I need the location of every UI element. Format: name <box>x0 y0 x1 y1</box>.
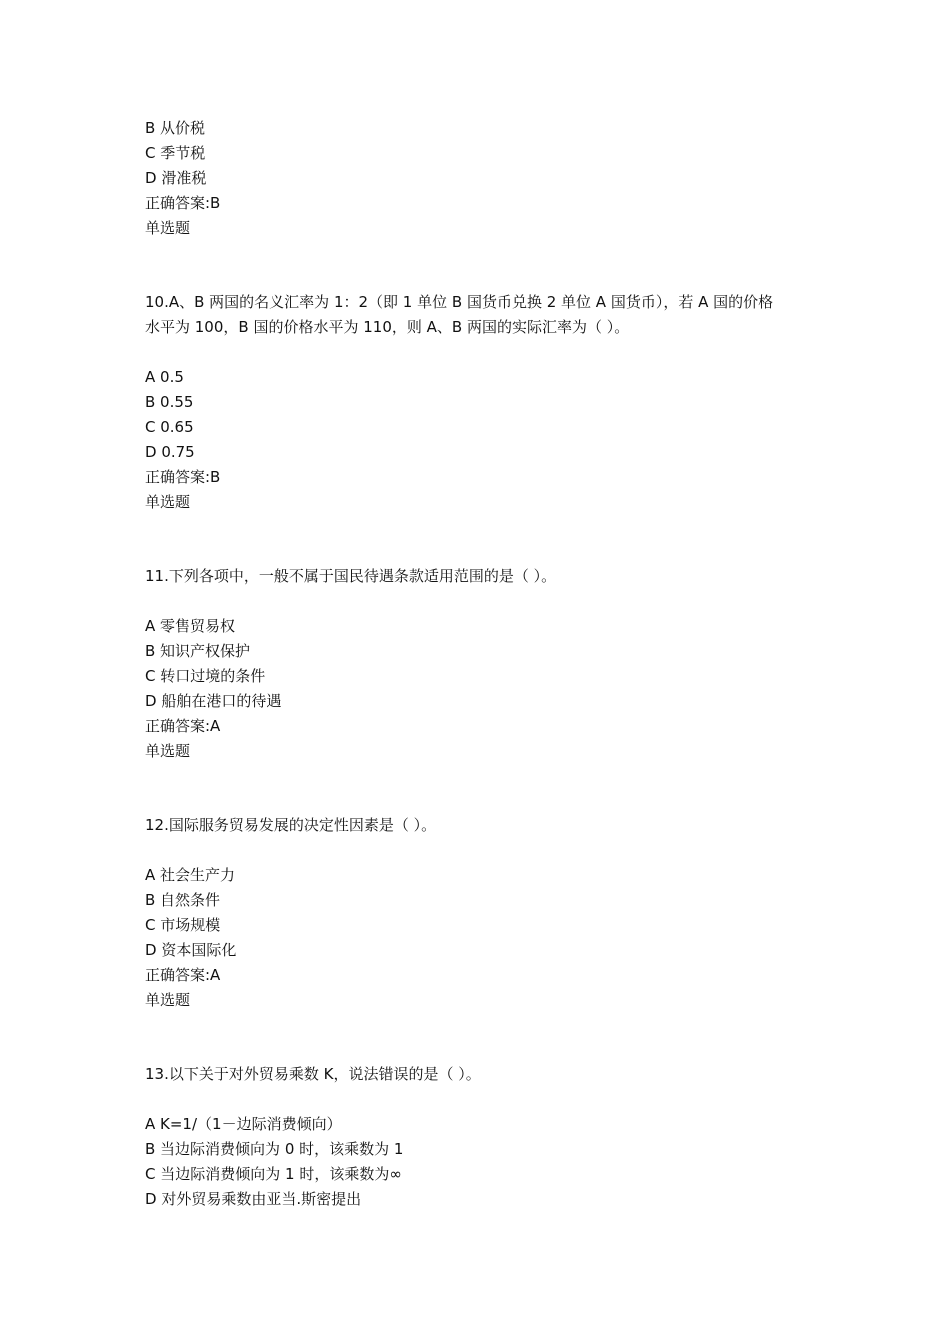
q10-type: 单选题 <box>145 493 191 511</box>
q9-option-c: C 季节税 <box>145 144 206 162</box>
q13-option-a: A K=1/（1－边际消费倾向） <box>145 1115 342 1133</box>
q9-answer: 正确答案:B <box>145 194 221 212</box>
q11-option-a: A 零售贸易权 <box>145 617 236 635</box>
q9-type: 单选题 <box>145 219 191 237</box>
q10-question-line2: 水平为 100，B 国的价格水平为 110，则 A、B 两国的实际汇率为（ ）。 <box>145 318 630 336</box>
q9-option-b: B 从价税 <box>145 119 206 137</box>
q10-option-d: D 0.75 <box>145 443 195 461</box>
q10-option-b: B 0.55 <box>145 393 194 411</box>
q10-option-c: C 0.65 <box>145 418 194 436</box>
q12-option-d: D 资本国际化 <box>145 941 237 959</box>
q12-question: 12.国际服务贸易发展的决定性因素是（ ）。 <box>145 816 437 834</box>
q13-option-b: B 当边际消费倾向为 0 时，该乘数为 1 <box>145 1140 404 1158</box>
q12-option-c: C 市场规模 <box>145 916 221 934</box>
q12-option-b: B 自然条件 <box>145 891 221 909</box>
q10-answer: 正确答案:B <box>145 468 221 486</box>
q10-option-a: A 0.5 <box>145 368 184 386</box>
q13-question: 13.以下关于对外贸易乘数 K，说法错误的是（ ）。 <box>145 1065 481 1083</box>
q12-option-a: A 社会生产力 <box>145 866 236 884</box>
q11-answer: 正确答案:A <box>145 717 221 735</box>
q11-option-d: D 船舶在港口的待遇 <box>145 692 282 710</box>
q13-option-d: D 对外贸易乘数由亚当.斯密提出 <box>145 1190 362 1208</box>
q11-type: 单选题 <box>145 742 191 760</box>
q10-question-line1: 10.A、B 两国的名义汇率为 1：2（即 1 单位 B 国货币兑换 2 单位 A 国货币），若 A 国的价格 <box>145 293 774 311</box>
q11-option-c: C 转口过境的条件 <box>145 667 266 685</box>
q11-question: 11.下列各项中，一般不属于国民待遇条款适用范围的是（ ）。 <box>145 567 557 585</box>
q13-option-c: C 当边际消费倾向为 1 时，该乘数为∞ <box>145 1165 402 1183</box>
q11-option-b: B 知识产权保护 <box>145 642 251 660</box>
q9-option-d: D 滑准税 <box>145 169 207 187</box>
q12-answer: 正确答案:A <box>145 966 221 984</box>
q12-type: 单选题 <box>145 991 191 1009</box>
